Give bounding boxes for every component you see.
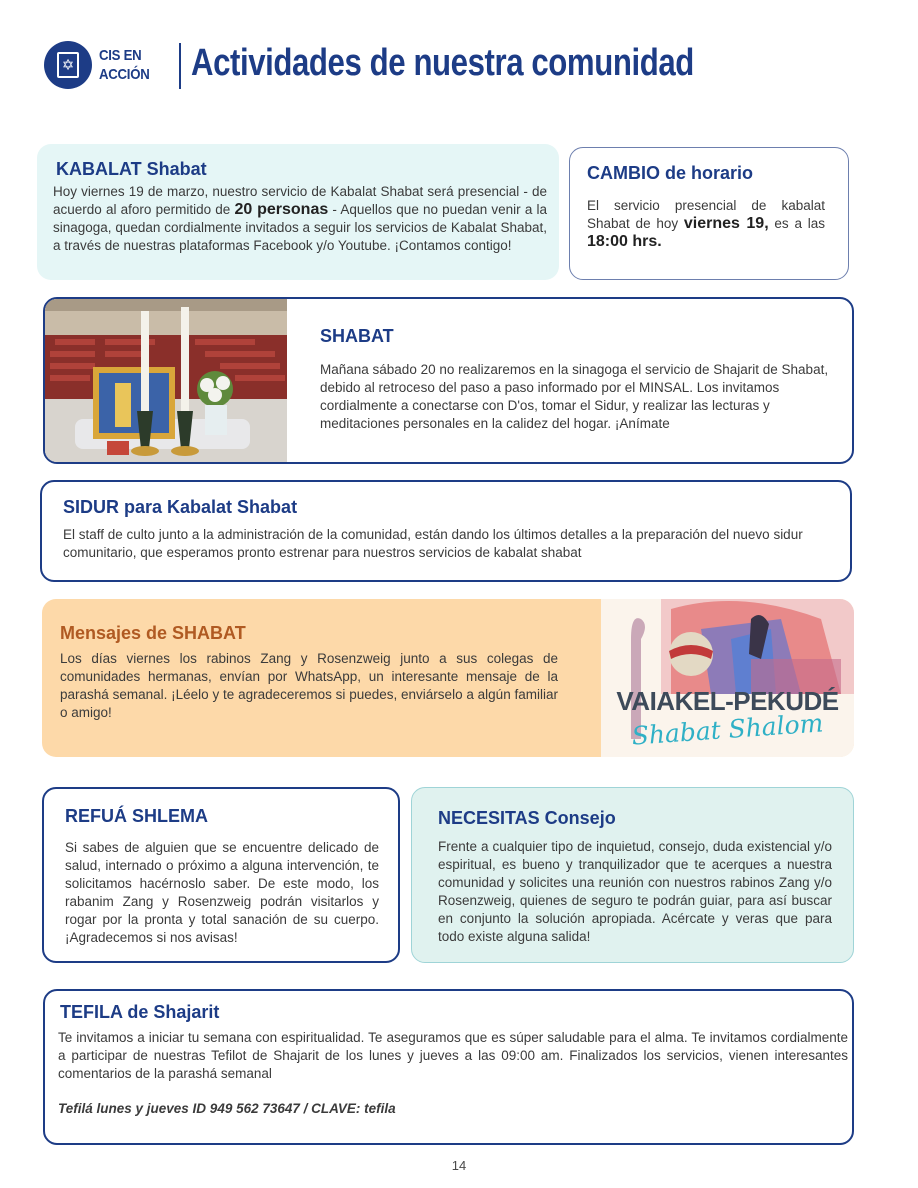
kabalat-text [53,183,547,255]
page-title: Actividades de nuestra comunidad [191,42,694,84]
refua-title: REFUÁ SHLEMA [65,806,208,826]
sidur-title: SIDUR para Kabalat Shabat [63,497,298,517]
sidur-text: El staff de culto junto a la administración de la comunidad, están dando los últimos detalles a la preparación del nuevo sidur comunitario, que esperamos pronto estrenar para nuestros servicios de kabalat shabat [63,527,803,560]
logo-icon [44,41,92,89]
cambio-time: 18:00 hrs. [587,233,662,250]
cambio-text-before: El servicio presencial de kabalat Shabat de hoy [587,198,825,231]
consejo-text: Frente a cualquier tipo de inquietud, consejo, duda existencial y/o espiritual, es bueno y tranquilizador que te acerques a nuestra comunidad y solicites una reunión con nuestros rabinos Zang y/o Rosenzweig, quienes de seguro te podrán guiar, para así buscar en conjunto la solución apropiada. Acércate y veras que para todo existe alguna salida! [438,839,832,944]
mensajes-shabat-card [42,599,854,757]
tefila-title: TEFILA de Shajarit [60,1002,220,1022]
mensajes-title: Mensajes de SHABAT [60,623,246,643]
synagogue-candles-photo [45,299,287,464]
kabalat-capacity: 20 personas [234,201,329,218]
kabalat-title: KABALAT Shabat [56,159,207,179]
sidur-card [40,480,852,582]
tefila-shajarit-card [43,989,854,1145]
cambio-text-middle: es a las [768,216,825,231]
shabat-title: SHABAT [320,326,394,346]
tefila-zoom-credentials: Tefilá lunes y jueves ID 949 562 73647 / CLAVE: tefila [58,1101,396,1116]
synagogue-candles-illustration [45,299,287,464]
shabat-shalom-script: Shabat Shalom [630,708,825,751]
mensajes-text: Los días viernes los rabinos Zang y Rosenzweig junto a sus colegas de comunidades hermanas, envían por WhatsApp, un interesante mensaje de la parashá semanal. ¡Léelo y te agradeceremos si puedes, enviárselo a algún familiar o amigo! [60,651,558,720]
brand-line-2: ACCIÓN [99,66,150,83]
kabalat-text-after: - Aquellos que no puedan venir a la sinagoga, quedan cordialmente invitados a seguir los servicios de Kabalat Shabat, a través de nuestras plataformas Facebook y/o Youtube. ¡Contamos contigo! [53,202,548,253]
cambio-horario-card [569,147,849,280]
star-of-david-icon: ✡ [61,56,75,74]
parasha-artwork [601,599,854,757]
cambio-title: CAMBIO de horario [587,163,754,183]
refua-text: Si sabes de alguien que se encuentre delicado de salud, internado o próximo a alguna intervención, te solicitamos hacérnoslo saber. De este modo, los rabanim Zang y Rosenzweig podrán visitarlos y rogar por la pronta y total sanación de su cuerpo. ¡Agradecemos si nos avisas! [65,840,379,945]
page-number: 14 [451,1158,467,1173]
shabat-text: Mañana sábado 20 no realizaremos en la sinagoga el servicio de Shajarit de Shabat, debido al retroceso del paso a paso informado por el MINSAL. Los invitamos cordialmente a conectarse con D'os, tomar el Sidur, y realizar las lecturas y meditaciones personales en la calidez del hogar. ¡Anímate [320,362,829,431]
brand-line-1: CIS EN [99,47,142,64]
necesitas-consejo-card [411,787,854,963]
header-divider [179,43,181,89]
parasha-name: VAIAKEL-PEKUDÉ [616,686,839,716]
cambio-day: viernes 19, [683,215,769,232]
cambio-text [587,197,825,251]
consejo-title: NECESITAS Consejo [438,808,616,828]
refua-shlema-card [42,787,400,963]
tefila-text: Te invitamos a iniciar tu semana con espiritualidad. Te aseguramos que es súper saludable para el alma. Te invitamos cordialmente a participar de nuestras Tefilot de Shajarit de los lunes y jueves a las 09:00 am. Finalizados los servicios, vienen interesantes comentarios de la parashá semanal [58,1030,848,1081]
kabalat-text-before: Hoy viernes 19 de marzo, nuestro servicio de Kabalat Shabat será presencial - de acuerdo al aforo permitido de [53,184,547,217]
kabalat-shabat-card [37,144,559,280]
brand-label [99,46,149,84]
shabat-card [43,297,854,464]
